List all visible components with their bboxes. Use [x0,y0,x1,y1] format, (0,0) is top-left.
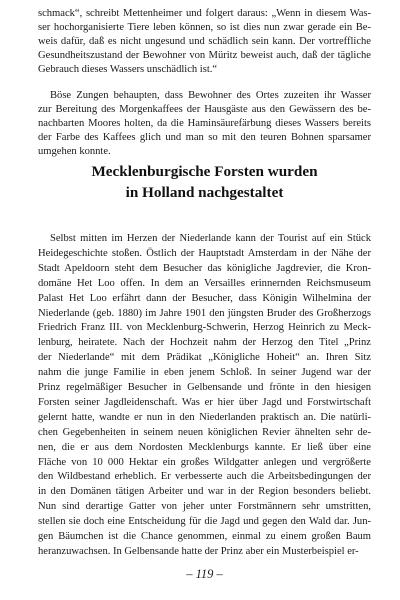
text-line: Heidegeschichte stoßen. Östlich der Hauptstadt Amsterdam in der Nähe der [38,247,371,259]
text-line: Nun sind derartige Gatter von jeher unter Forstmännern sehr umstritten, [38,501,371,513]
text-line: in den Domänen tätigen Arbeiter und war in der Region besonders beliebt. [38,486,371,498]
text-line: chen Gegebenheiten in seinem neuen königlichen Revier ähnelten sehr de- [38,426,371,438]
text-line: Gebrauch dieses Wassers unschädlich ist.“ [38,64,218,75]
text-line: Niederlande (geb. 1880) im Jahre 1901 den jüngsten Bruder des Großherzogs [38,307,371,319]
text-line: gelernt hatte, wandte er nun in den Niederlanden praktisch an. Die natürli- [38,411,371,423]
text-line: nahm die junge Familie in eben jenem Schloß. In seiner Jugend war der [38,367,371,379]
text-line: umgehen konnte. [38,146,111,157]
text-line: der Farbe des Kaffees glich und man so mit den teuren Bohnen sparsamer [38,132,371,143]
text-line: Prinz regelmäßiger Besucher in Gelbensande und frönte in den hiesigen [38,382,371,393]
text-line: der Niederlande“ mit dem Prädikat „Königliche Hoheit“ an. Ihren Sitz [38,352,371,364]
text-line: Stadt Apeldoorn steht dem Besucher das königliche Jagdrevier, die Kron- [38,262,371,274]
text-line: stellen sie doch eine Entscheidung für die Jagd und gegen den Wald dar. Jun- [38,516,371,528]
text-line: Friedrich Franz III. von Mecklenburg-Schwerin, Herzog Heinrich zu Meck- [38,322,371,334]
section-heading-line-1: Mecklenburgische Forsten wurden [91,163,318,180]
text-line: ser hochorganisierte Tiere leben können, so ist dies nun zwar gerade ein Be- [38,22,371,33]
text-line: zur Bereitung des Morgenkaffees der Hausgäste aus den Gewässern des be- [38,104,371,115]
text-line: gen Bäumchen ist die Chance genommen, einmal zu einem großen Baum [38,531,371,542]
text-line: schmack“, schreibt Mettenheimer und folgert daraus: „Wenn in diesem Was- [38,8,371,19]
text-line: weis dafür, daß es nicht ungesund und schädlich sein kann. Der vortreffliche [38,36,371,47]
text-line: domäne Het Loo offen. In dem an Versailles erinnernden Reichsmuseum [38,277,371,289]
text-line: heranzuwachsen. In Gelbensande hatte der Prinz aber ein Musterbeispiel er- [38,545,359,557]
text-line: nachbarten Moores holten, da die Haminsäurefärbung dieses Wassers bereits [38,118,371,129]
text-line: nen, die er aus dem Nordosten Mecklenburgs kannte. Er ließ über eine [38,441,371,453]
text-line: Gesundheitszustand der Bewohner von Müritz beweist auch, daß der tägliche [38,50,371,61]
text-line: Böse Zungen behaupten, dass Bewohner des Ortes zuzeiten ihr Wasser [50,90,371,101]
book-page [38,0,371,600]
text-line: den Wildbestand erheblich. Er verbesserte auch die Arbeitsbedingungen der [38,471,371,483]
text-line: Fläche von 10 000 Hektar ein großes Wildgatter anlegen und vergrößerte [38,456,371,468]
section-heading-line-2: in Holland nachgestaltet [125,184,284,201]
text-line: Selbst mitten im Herzen der Niederlande kann der Tourist auf ein Stück [50,233,371,244]
page-number: – 119 – [186,567,223,581]
text-line: Palast Het Loo erfährt dann der Besucher, dass Königin Wilhelmina der [38,292,371,304]
text-line: Forsten seiner Jagdleidenschaft. Was er hier über Jagd und Forstwirtschaft [38,396,371,408]
text-line: lenburg, heiratete. Nach der Hochzeit nahm der Herzog den Titel „Prinz [38,337,371,349]
